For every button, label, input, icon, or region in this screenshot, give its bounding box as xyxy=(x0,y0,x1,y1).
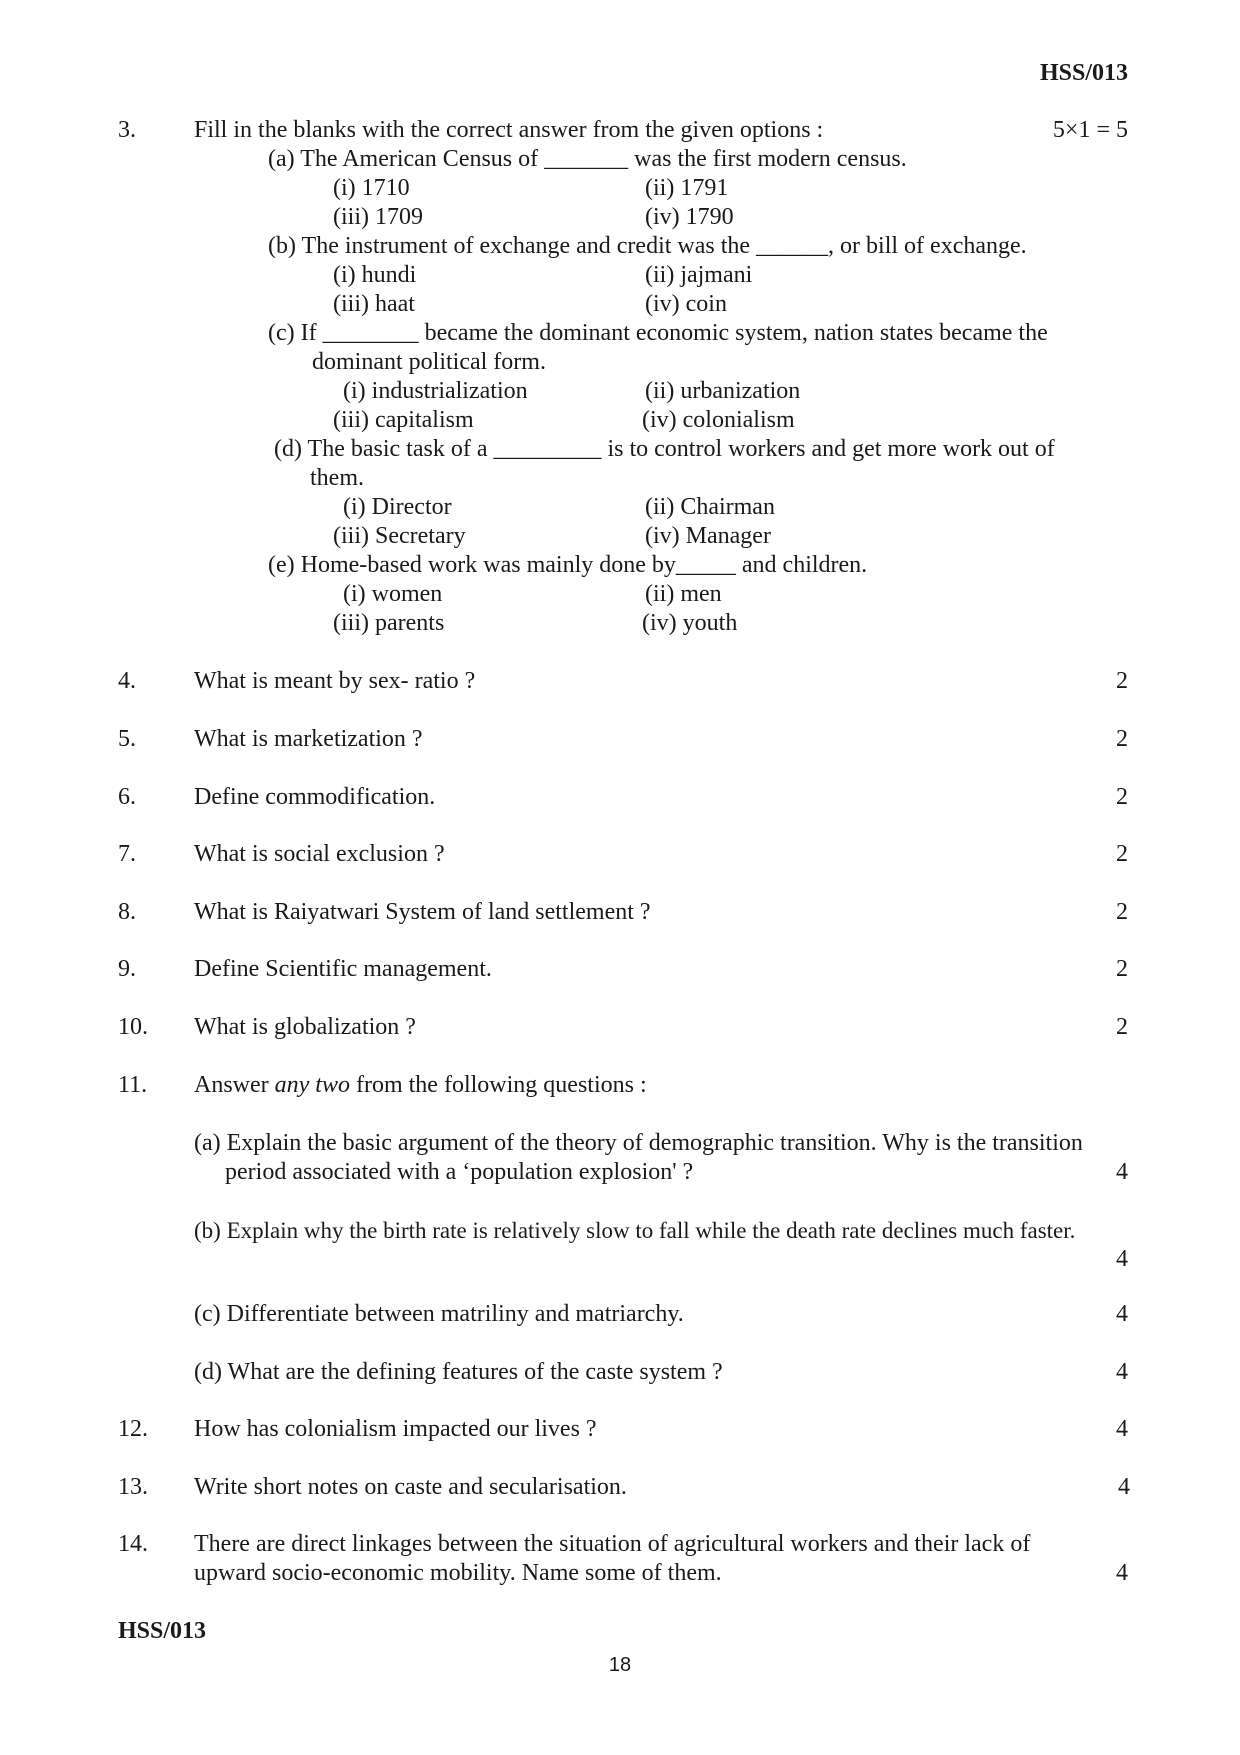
question-12-marks: 4 xyxy=(1116,1416,1128,1442)
question-3b-stem: (b) The instrument of exchange and credit was the ______, or bill of exchange. xyxy=(268,233,1027,259)
question-14-number: 14. xyxy=(118,1531,148,1557)
question-6-marks: 2 xyxy=(1116,784,1128,810)
question-12-number: 12. xyxy=(118,1416,148,1442)
question-11c-marks: 4 xyxy=(1116,1301,1128,1327)
question-5-marks: 2 xyxy=(1116,726,1128,752)
question-11b-marks: 4 xyxy=(1116,1246,1128,1272)
question-11-number: 11. xyxy=(118,1072,148,1098)
question-3d-option-3: (iii) Secretary xyxy=(333,523,466,549)
question-9-text: Define Scientific management. xyxy=(194,956,492,982)
question-11a-line-1: (a) Explain the basic argument of the theory of demographic transition. Why is the transition xyxy=(194,1130,1083,1156)
question-3e-option-2: (ii) men xyxy=(645,581,722,607)
question-14-marks: 4 xyxy=(1116,1560,1128,1586)
question-8-number: 8. xyxy=(118,899,136,925)
question-6-number: 6. xyxy=(118,784,136,810)
question-3e-option-3: (iii) parents xyxy=(333,610,445,636)
question-3d-option-1: (i) Director xyxy=(343,494,452,520)
question-7-text: What is social exclusion ? xyxy=(194,841,445,867)
question-3a-option-3: (iii) 1709 xyxy=(333,204,423,230)
question-7-number: 7. xyxy=(118,841,136,867)
question-3-marks: 5×1 = 5 xyxy=(1052,117,1128,143)
question-3c-option-4: (iv) colonialism xyxy=(642,407,795,433)
question-3d-option-4: (iv) Manager xyxy=(645,523,771,549)
question-13-text: Write short notes on caste and secularisation. xyxy=(194,1474,627,1500)
page-number: 18 xyxy=(608,1654,632,1676)
question-5-text: What is marketization ? xyxy=(194,726,423,752)
question-11c-text: (c) Differentiate between matriliny and matriarchy. xyxy=(194,1301,684,1327)
question-7-marks: 2 xyxy=(1116,841,1128,867)
question-3e-option-1: (i) women xyxy=(343,581,443,607)
question-3b-option-1: (i) hundi xyxy=(333,262,417,288)
question-3c-stem-continued: dominant political form. xyxy=(312,349,546,375)
question-3e-stem: (e) Home-based work was mainly done by_____ and children. xyxy=(268,552,868,578)
question-14-line-1: There are direct linkages between the situation of agricultural workers and their lack of xyxy=(194,1531,1031,1557)
question-3a-option-2: (ii) 1791 xyxy=(645,175,729,201)
question-3a-option-1: (i) 1710 xyxy=(333,175,410,201)
question-3-number: 3. xyxy=(118,117,136,143)
header-paper-code: HSS/013 xyxy=(1039,60,1128,86)
question-9-number: 9. xyxy=(118,956,136,982)
question-3c-stem: (c) If ________ became the dominant economic system, nation states became the xyxy=(268,320,1048,346)
question-11d-text: (d) What are the defining features of the caste system ? xyxy=(194,1359,723,1385)
question-4-text: What is meant by sex- ratio ? xyxy=(194,668,476,694)
question-3b-option-2: (ii) jajmani xyxy=(645,262,753,288)
question-14-line-2: upward socio-economic mobility. Name some of them. xyxy=(194,1560,722,1586)
question-13-number: 13. xyxy=(118,1474,148,1500)
question-10-marks: 2 xyxy=(1116,1014,1128,1040)
question-3c-option-3: (iii) capitalism xyxy=(333,407,474,433)
question-11d-marks: 4 xyxy=(1116,1359,1128,1385)
question-6-text: Define commodification. xyxy=(194,784,436,810)
question-13-marks: 4 xyxy=(1118,1474,1130,1500)
question-3a-option-4: (iv) 1790 xyxy=(645,204,734,230)
question-3b-option-3: (iii) haat xyxy=(333,291,415,317)
question-3a-stem: (a) The American Census of _______ was the first modern census. xyxy=(268,146,907,172)
question-10-number: 10. xyxy=(118,1014,148,1040)
question-3c-option-1: (i) industrialization xyxy=(343,378,528,404)
question-4-marks: 2 xyxy=(1116,668,1128,694)
question-10-text: What is globalization ? xyxy=(194,1014,416,1040)
question-3c-option-2: (ii) urbanization xyxy=(645,378,801,404)
question-3d-stem-continued: them. xyxy=(310,465,364,491)
question-11a-line-2: period associated with a ‘population explosion' ? xyxy=(225,1159,694,1185)
question-11-emphasis: any two xyxy=(274,1072,350,1098)
question-3e-option-4: (iv) youth xyxy=(642,610,738,636)
question-5-number: 5. xyxy=(118,726,136,752)
question-3-text: Fill in the blanks with the correct answer from the given options : xyxy=(194,117,824,143)
question-12-text: How has colonialism impacted our lives ? xyxy=(194,1416,597,1442)
question-11a-marks: 4 xyxy=(1116,1159,1128,1185)
question-8-marks: 2 xyxy=(1116,899,1128,925)
question-4-number: 4. xyxy=(118,668,136,694)
question-11b-text: (b) Explain why the birth rate is relatively slow to fall while the death rate declines much faster. xyxy=(194,1218,1076,1243)
footer-paper-code: HSS/013 xyxy=(118,1618,207,1644)
question-3b-option-4: (iv) coin xyxy=(645,291,727,317)
question-3d-stem: (d) The basic task of a _________ is to control workers and get more work out of xyxy=(274,436,1055,462)
question-3d-option-2: (ii) Chairman xyxy=(645,494,775,520)
question-9-marks: 2 xyxy=(1116,956,1128,982)
question-8-text: What is Raiyatwari System of land settlement ? xyxy=(194,899,651,925)
question-11-text: Answer any two from the following questions : xyxy=(194,1072,647,1098)
